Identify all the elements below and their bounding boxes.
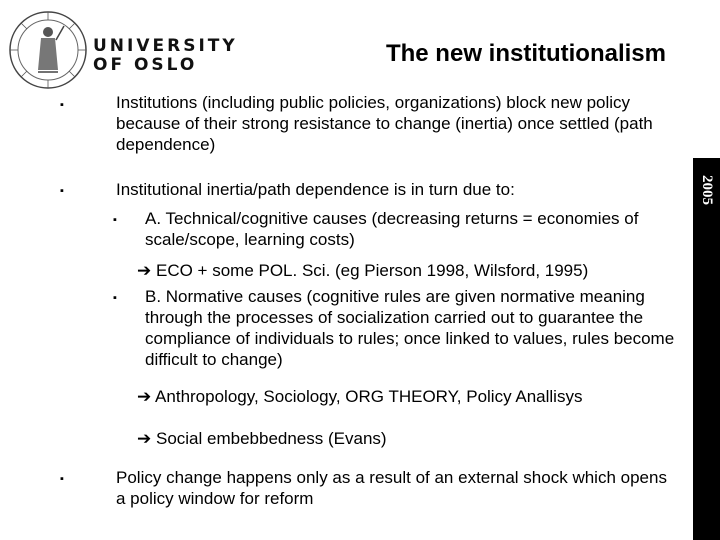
sub-item-technical-causes: A. Technical/cognitive causes (decreasing returns = economies of scale/scope, learning costs) (145, 209, 639, 249)
sub-bullet-icon: ▪ (113, 214, 117, 226)
university-wordmark (93, 37, 238, 75)
bullet-icon: ▪ (60, 473, 64, 485)
arrow-note-eco (137, 260, 588, 281)
year-sidebar (693, 158, 720, 540)
arrow-note-embeddedness (137, 428, 387, 449)
university-name-line2: OF OSLO (93, 55, 198, 75)
bullet-icon: ▪ (60, 185, 64, 197)
bullet-item-policy-change: Policy change happens only as a result of an external shock which opens a policy window for reform (116, 468, 667, 508)
sub-bullet-icon: ▪ (113, 292, 117, 304)
arrow-note-anthropology (137, 386, 582, 407)
slide-title: The new institutionalism (385, 40, 666, 67)
bullet-icon: ▪ (60, 99, 64, 111)
arrow-right-icon: ➔ (137, 429, 152, 448)
university-seal-logo (8, 10, 88, 90)
bullet-item-inertia: Institutional inertia/path dependence is in turn due to: (116, 180, 515, 199)
arrow-note-anthropology-text: Anthropology, Sociology, ORG THEORY, Policy Anallisys (155, 387, 583, 406)
arrow-note-eco-text: ECO + some POL. Sci. (eg Pierson 1998, Wilsford, 1995) (155, 261, 589, 280)
arrow-right-icon: ➔ (137, 387, 152, 406)
sub-item-normative-causes: B. Normative causes (cognitive rules are given normative meaning through the processes of socialization carried out to guarantee the compliance of individuals to rules; once linked to values, rules become difficult to change) (145, 287, 675, 369)
year-label: 2005 (699, 175, 715, 205)
university-name-line1: UNIVERSITY (93, 36, 238, 56)
arrow-note-embeddedness-text: Social embebbedness (Evans) (155, 429, 387, 448)
bullet-item-institutions: Institutions (including public policies, organizations) block new policy because of their strong resistance to change (inertia) once settled (path dependence) (116, 93, 653, 154)
arrow-right-icon: ➔ (137, 261, 152, 280)
